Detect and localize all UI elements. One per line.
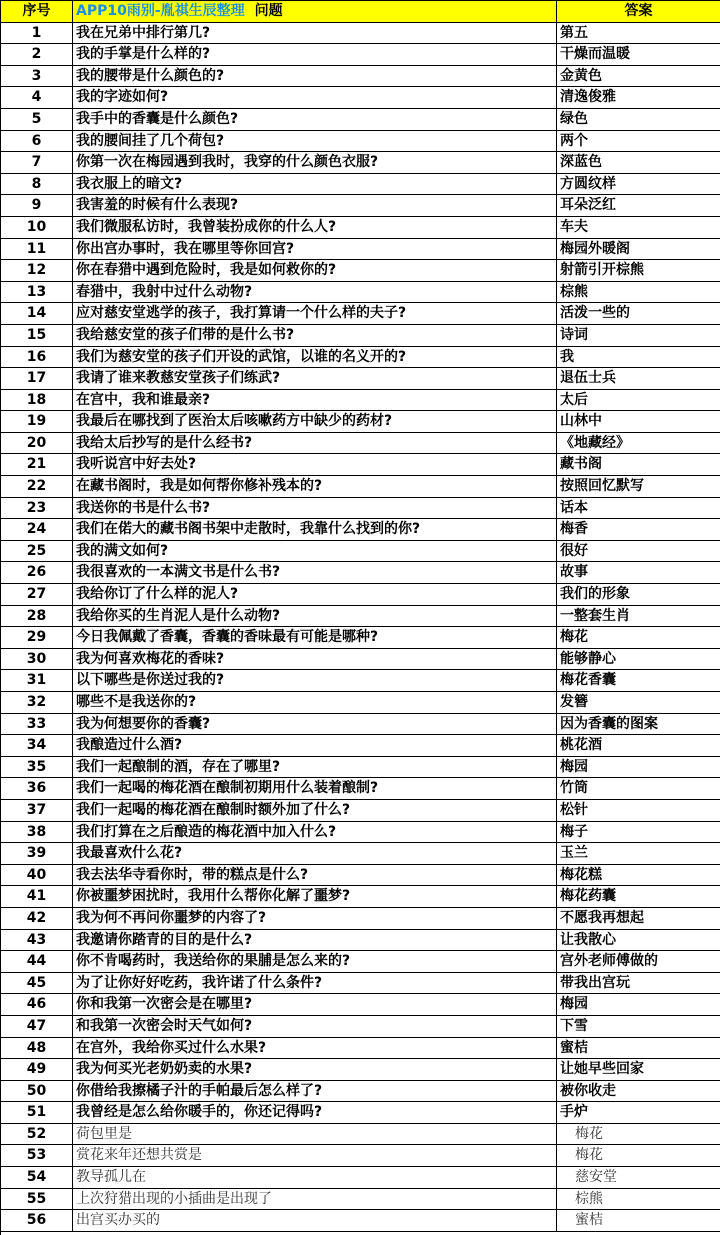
- answer-cell: 第五: [557, 23, 720, 45]
- question-cell: 为了让你好好吃药，我许诺了什么条件?: [73, 973, 557, 995]
- question-cell: 哪些不是我送你的?: [73, 692, 557, 714]
- question-cell: 出宫买办买的: [73, 1210, 557, 1232]
- row-number: 8: [1, 174, 73, 196]
- answer-cell: 宫外老师傅做的: [557, 951, 720, 973]
- question-cell: 我害羞的时候有什么表现?: [73, 195, 557, 217]
- row-number: 42: [1, 908, 73, 930]
- question-cell: 你被噩梦困扰时，我用什么帮你化解了噩梦?: [73, 886, 557, 908]
- question-cell: 我们一起喝的梅花酒在酿制时额外加了什么?: [73, 800, 557, 822]
- row-number: 30: [1, 649, 73, 671]
- row-number: 45: [1, 973, 73, 995]
- answer-cell: 话本: [557, 498, 720, 520]
- question-cell: 我最后在哪找到了医治太后咳嗽药方中缺少的药材?: [73, 411, 557, 433]
- row-number: 55: [1, 1189, 73, 1211]
- answer-cell: 棕熊: [557, 282, 720, 304]
- question-cell: 我最喜欢什么花?: [73, 843, 557, 865]
- row-number: 56: [1, 1210, 73, 1232]
- question-cell: 你借给我擦橘子汁的手帕最后怎么样了?: [73, 1081, 557, 1103]
- question-cell: 上次狩猎出现的小插曲是出现了: [73, 1189, 557, 1211]
- answer-cell: 绿色: [557, 109, 720, 131]
- row-number: 21: [1, 454, 73, 476]
- row-number: 6: [1, 131, 73, 153]
- answer-cell: 梅花: [557, 1124, 720, 1146]
- answer-cell: 梅园: [557, 757, 720, 779]
- answer-cell: 梅花香囊: [557, 670, 720, 692]
- question-cell: 我给慈安堂的孩子们带的是什么书?: [73, 325, 557, 347]
- answer-cell: 梅子: [557, 822, 720, 844]
- answer-cell: 蜜桔: [557, 1210, 720, 1232]
- question-cell: 我酿造过什么酒?: [73, 735, 557, 757]
- row-number: 32: [1, 692, 73, 714]
- question-cell: 我去法华寺看你时，带的糕点是什么?: [73, 865, 557, 887]
- header-number: 序号: [1, 1, 73, 23]
- question-cell: 我的腰带是什么颜色的?: [73, 66, 557, 88]
- row-number: 38: [1, 822, 73, 844]
- answer-cell: 深蓝色: [557, 152, 720, 174]
- answer-cell: 干燥而温暖: [557, 44, 720, 66]
- answer-cell: 竹筒: [557, 778, 720, 800]
- row-number: 16: [1, 347, 73, 369]
- answer-cell: 梅花药囊: [557, 886, 720, 908]
- question-cell: 以下哪些是你送过我的?: [73, 670, 557, 692]
- row-number: 51: [1, 1102, 73, 1124]
- answer-cell: 山林中: [557, 411, 720, 433]
- answer-cell: 车夫: [557, 217, 720, 239]
- question-cell: 我衣服上的暗文?: [73, 174, 557, 196]
- answer-cell: 梅花糕: [557, 865, 720, 887]
- row-number: 12: [1, 260, 73, 282]
- answer-cell: 发簪: [557, 692, 720, 714]
- answer-cell: 藏书阁: [557, 454, 720, 476]
- row-number: 24: [1, 519, 73, 541]
- answer-cell: 蜜桔: [557, 1038, 720, 1060]
- question-cell: 我请了谁来教慈安堂孩子们练武?: [73, 368, 557, 390]
- row-number: 54: [1, 1167, 73, 1189]
- row-number: 34: [1, 735, 73, 757]
- answer-cell: 射箭引开棕熊: [557, 260, 720, 282]
- row-number: 13: [1, 282, 73, 304]
- row-number: 27: [1, 584, 73, 606]
- row-number: 14: [1, 303, 73, 325]
- answer-cell: 让她早些回家: [557, 1059, 720, 1081]
- row-number: 48: [1, 1038, 73, 1060]
- row-number: 7: [1, 152, 73, 174]
- answer-cell: 一整套生肖: [557, 606, 720, 628]
- answer-cell: 下雪: [557, 1016, 720, 1038]
- question-cell: 我为何不再问你噩梦的内容了?: [73, 908, 557, 930]
- answer-cell: 按照回忆默写: [557, 476, 720, 498]
- question-cell: 我们为慈安堂的孩子们开设的武馆，以谁的名义开的?: [73, 347, 557, 369]
- row-number: 35: [1, 757, 73, 779]
- question-cell: 我给太后抄写的是什么经书?: [73, 433, 557, 455]
- row-number: 52: [1, 1124, 73, 1146]
- row-number: 29: [1, 627, 73, 649]
- answer-cell: 慈安堂: [557, 1167, 720, 1189]
- question-cell: 我为何想要你的香囊?: [73, 714, 557, 736]
- answer-cell: 诗词: [557, 325, 720, 347]
- row-number: 17: [1, 368, 73, 390]
- row-number: 1: [1, 23, 73, 45]
- answer-cell: 活泼一些的: [557, 303, 720, 325]
- question-cell: 我们一起喝的梅花酒在酿制初期用什么装着酿制?: [73, 778, 557, 800]
- row-number: 26: [1, 562, 73, 584]
- answer-cell: 桃花酒: [557, 735, 720, 757]
- answer-cell: 我: [557, 347, 720, 369]
- question-cell: 我们微服私访时，我曾装扮成你的什么人?: [73, 217, 557, 239]
- question-cell: 我为何喜欢梅花的香味?: [73, 649, 557, 671]
- answer-cell: 故事: [557, 562, 720, 584]
- question-cell: 我的腰间挂了几个荷包?: [73, 131, 557, 153]
- row-number: 43: [1, 930, 73, 952]
- row-number: 23: [1, 498, 73, 520]
- answer-cell: 梅园: [557, 994, 720, 1016]
- row-number: 20: [1, 433, 73, 455]
- row-number: 41: [1, 886, 73, 908]
- answer-cell: 我们的形象: [557, 584, 720, 606]
- answer-cell: 退伍士兵: [557, 368, 720, 390]
- row-number: 37: [1, 800, 73, 822]
- answer-cell: 很好: [557, 541, 720, 563]
- row-number: 39: [1, 843, 73, 865]
- answer-cell: 棕熊: [557, 1189, 720, 1211]
- question-cell: 我给你订了什么样的泥人?: [73, 584, 557, 606]
- question-cell: 春猎中，我射中过什么动物?: [73, 282, 557, 304]
- row-number: 3: [1, 66, 73, 88]
- row-number: 15: [1, 325, 73, 347]
- answer-cell: 让我散心: [557, 930, 720, 952]
- question-cell: 我的手掌是什么样的?: [73, 44, 557, 66]
- row-number: 25: [1, 541, 73, 563]
- answer-cell: 松针: [557, 800, 720, 822]
- row-number: 46: [1, 994, 73, 1016]
- row-number: 5: [1, 109, 73, 131]
- row-number: 33: [1, 714, 73, 736]
- answer-cell: 金黄色: [557, 66, 720, 88]
- row-number: 22: [1, 476, 73, 498]
- question-cell: 我听说宫中好去处?: [73, 454, 557, 476]
- answer-cell: 清逸俊雅: [557, 87, 720, 109]
- row-number: 31: [1, 670, 73, 692]
- question-cell: 应对慈安堂逃学的孩子，我打算请一个什么样的夫子?: [73, 303, 557, 325]
- question-cell: 我们在偌大的藏书阁书架中走散时，我靠什么找到的你?: [73, 519, 557, 541]
- question-cell: 赏花来年还想共赏是: [73, 1145, 557, 1167]
- answer-cell: 梅园外暖阁: [557, 239, 720, 261]
- answer-cell: 不愿我再想起: [557, 908, 720, 930]
- row-number: 36: [1, 778, 73, 800]
- answer-cell: 手炉: [557, 1102, 720, 1124]
- question-cell: 我在兄弟中排行第几?: [73, 23, 557, 45]
- question-cell: 在宫外，我给你买过什么水果?: [73, 1038, 557, 1060]
- answer-cell: 被你收走: [557, 1081, 720, 1103]
- question-cell: 我们打算在之后酿造的梅花酒中加入什么?: [73, 822, 557, 844]
- question-cell: 你不肯喝药时，我送给你的果脯是怎么来的?: [73, 951, 557, 973]
- header-answer: 答案: [557, 1, 720, 23]
- row-number: 49: [1, 1059, 73, 1081]
- question-cell: 我为何买光老奶奶卖的水果?: [73, 1059, 557, 1081]
- question-cell: 我们一起酿制的酒，存在了哪里?: [73, 757, 557, 779]
- answer-cell: 能够静心: [557, 649, 720, 671]
- answer-cell: 耳朵泛红: [557, 195, 720, 217]
- row-number: 19: [1, 411, 73, 433]
- row-number: 18: [1, 390, 73, 412]
- answer-cell: 梅香: [557, 519, 720, 541]
- header-question-prefix: APP10雨别-胤祺生辰整理: [76, 3, 245, 19]
- answer-cell: 带我出宫玩: [557, 973, 720, 995]
- row-number: 2: [1, 44, 73, 66]
- answer-cell: 梅花: [557, 1145, 720, 1167]
- row-number: 11: [1, 239, 73, 261]
- row-number: 28: [1, 606, 73, 628]
- answer-cell: 因为香囊的图案: [557, 714, 720, 736]
- question-cell: 你第一次在梅园遇到我时，我穿的什么颜色衣服?: [73, 152, 557, 174]
- row-number: 50: [1, 1081, 73, 1103]
- row-number: 47: [1, 1016, 73, 1038]
- question-cell: 你出宫办事时，我在哪里等你回宫?: [73, 239, 557, 261]
- question-cell: 我很喜欢的一本满文书是什么书?: [73, 562, 557, 584]
- question-cell: 和我第一次密会时天气如何?: [73, 1016, 557, 1038]
- question-cell: 荷包里是: [73, 1124, 557, 1146]
- question-cell: 教导孤儿在: [73, 1167, 557, 1189]
- question-cell: 我送你的书是什么书?: [73, 498, 557, 520]
- row-number: 9: [1, 195, 73, 217]
- answer-cell: 太后: [557, 390, 720, 412]
- row-number: 44: [1, 951, 73, 973]
- question-cell: 在宫中，我和谁最亲?: [73, 390, 557, 412]
- row-number: 4: [1, 87, 73, 109]
- answer-cell: 两个: [557, 131, 720, 153]
- question-cell: 我的字迹如何?: [73, 87, 557, 109]
- question-cell: 在藏书阁时，我是如何帮你修补残本的?: [73, 476, 557, 498]
- question-cell: 我手中的香囊是什么颜色?: [73, 109, 557, 131]
- question-cell: 你和我第一次密会是在哪里?: [73, 994, 557, 1016]
- answer-cell: 方圆纹样: [557, 174, 720, 196]
- answer-cell: 《地藏经》: [557, 433, 720, 455]
- question-cell: 今日我佩戴了香囊，香囊的香味最有可能是哪种?: [73, 627, 557, 649]
- question-cell: 我给你买的生肖泥人是什么动物?: [73, 606, 557, 628]
- header-question-title: 问题: [254, 3, 283, 19]
- question-cell: 我邀请你踏青的目的是什么?: [73, 930, 557, 952]
- question-cell: 我的满文如何?: [73, 541, 557, 563]
- header-question: [73, 1, 557, 23]
- answer-cell: 梅花: [557, 627, 720, 649]
- question-cell: 我曾经是怎么给你暖手的，你还记得吗?: [73, 1102, 557, 1124]
- answer-cell: 玉兰: [557, 843, 720, 865]
- question-cell: 你在春猎中遇到危险时，我是如何救你的?: [73, 260, 557, 282]
- row-number: 10: [1, 217, 73, 239]
- row-number: 40: [1, 865, 73, 887]
- row-number: 53: [1, 1145, 73, 1167]
